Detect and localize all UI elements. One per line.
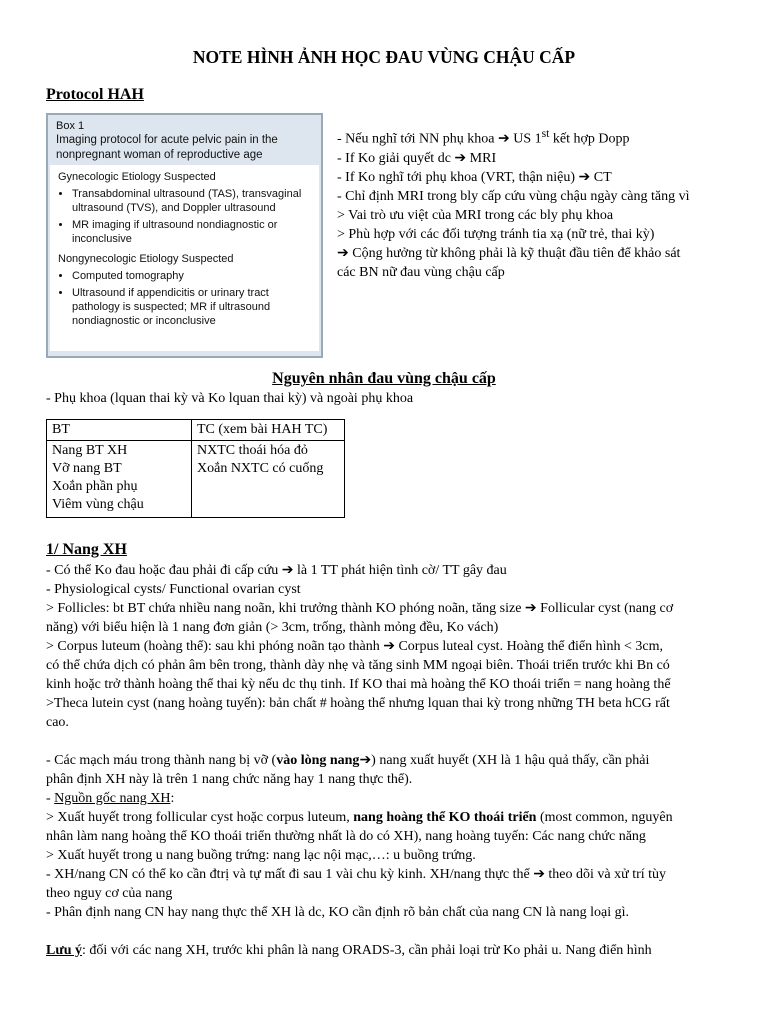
text-line: - Physiological cysts/ Functional ovarian cyst (46, 582, 301, 597)
list-item: • MR imaging if ultrasound nondiagnostic or inconclusive (72, 218, 313, 246)
box-list-nongyn (58, 269, 313, 328)
list-item: • Transabdominal ultrasound (TAS), transvaginal ultrasound (TVS), and Doppler ultrasound (72, 187, 313, 215)
arrow-icon: ➔ (281, 563, 294, 578)
table-row (47, 441, 345, 518)
document-title: NOTE HÌNH ẢNH HỌC ĐAU VÙNG CHẬU CẤP (192, 47, 576, 67)
text-line: - Nguồn gốc nang XH: (46, 791, 175, 806)
note-line: > Vai trò ưu việt của MRI trong các bly phụ khoa (337, 207, 614, 223)
note-line: - If Ko giải quyết dc ➔ MRI (337, 150, 497, 166)
text-line: - Các mạch máu trong thành nang bị vỡ (vào lòng nang➔) nang xuất huyết (XH là 1 hậu quả thấy, cần phải (46, 753, 650, 768)
arrow-icon: ➔ (533, 867, 545, 882)
note-line: - Nếu nghĩ tới NN phụ khoa ➔ US 1st kết hợp Dopp (337, 127, 630, 147)
text-line: kinh hoặc trở thành hoàng thể thai kỳ nếu dc thụ tinh. If KO thai mà hoàng thể KO thoái triển = nang hoàng thể (46, 677, 671, 692)
list-item: • Computed tomography (72, 269, 313, 283)
section-heading-nang-xh: 1/ Nang XH (46, 541, 127, 558)
box-header (48, 115, 321, 165)
section-body (46, 561, 726, 960)
arrow-icon: ➔ (359, 753, 372, 768)
note-line: > Phù hợp với các đối tượng tránh tia xạ (nữ trẻ, thai kỳ) (337, 226, 655, 242)
arrow-icon: ➔ (498, 131, 510, 147)
text-line: > Xuất huyết trong follicular cyst hoặc corpus luteum, nang hoàng thể KO thoái triển (most common, nguyên (46, 810, 673, 825)
box-body (50, 165, 319, 351)
text-line: - Phân định nang CN hay nang thực thể XH là dc, KO cần định rõ bản chất của nang CN là nang loại gì. (46, 905, 629, 920)
note-line: ➔ Cộng hưởng từ không phải là kỹ thuật đầu tiên để khảo sát (337, 245, 681, 261)
arrow-icon: ➔ (524, 601, 537, 616)
text-line: cao. (46, 715, 69, 730)
text-line: Lưu ý: đối với các nang XH, trước khi phân là nang ORADS-3, cần phải loại trừ Ko phải u. Nang điển hình (46, 943, 652, 958)
text-line: nhân làm nang hoàng thể KO thoái triển thường nhất là do có XH), nang hoàng tuyến: Các nang chức năng (46, 829, 646, 844)
table-header-bt: BT (47, 420, 192, 441)
table-cell-tc: NXTC thoái hóa đỏ Xoắn NXTC có cuống (192, 441, 345, 518)
text-line: - XH/nang CN có thể ko cần đtrị và tự mất đi sau 1 vài chu kỳ kinh. XH/nang thực thể ➔ theo dõi và xử trí tùy (46, 867, 667, 882)
protocol-notes (337, 124, 762, 282)
text-line: > Xuất huyết trong u nang buồng trứng: nang lạc nội mạc,…: u buồng trứng. (46, 848, 476, 863)
table-row (47, 420, 345, 441)
protocol-heading: Protocol HAH (46, 86, 144, 103)
text-line: - Có thể Ko đau hoặc đau phải đi cấp cứu ➔ là 1 TT phát hiện tình cờ/ TT gây đau (46, 563, 507, 578)
box-group-gyn: Gynecologic Etiology Suspected (58, 171, 216, 183)
note-line: - If Ko nghĩ tới phụ khoa (VRT, thận niệu) ➔ CT (337, 169, 612, 185)
arrow-icon: ➔ (383, 639, 395, 654)
text-line: >Theca lutein cyst (nang hoàng tuyến): bản chất # hoàng thể nhưng lquan thai kỳ trong những TH beta hCG rất (46, 696, 670, 711)
text-line: theo nguy cơ của nang (46, 886, 173, 901)
arrow-icon: ➔ (454, 150, 467, 166)
text-line: > Follicles: bt BT chứa nhiều nang noãn, khi trưởng thành KO phóng noãn, tăng size ➔ Follicular cyst (nang cơ (46, 601, 674, 616)
causes-heading: Nguyên nhân đau vùng chậu cấp (272, 370, 496, 387)
causes-line: - Phụ khoa (lquan thai kỳ và Ko lquan thai kỳ) và ngoài phụ khoa (46, 391, 414, 406)
text-line: phân định XH này là trên 1 nang chức năng hay 1 nang thực thể). (46, 772, 413, 787)
text-line: có thể chứa dịch có phản âm bên trong, thành dày nhẹ và tăng sinh MM ngoại biên. Thoái triển trước khi Bn có (46, 658, 670, 673)
causes-table (46, 419, 345, 518)
box-label: Box 1 (56, 120, 85, 132)
text-line: > Corpus luteum (hoàng thể): sau khi phóng noãn tạo thành ➔ Corpus luteal cyst. Hoàng thể điển hình < 3cm, (46, 639, 663, 654)
box-group-nongyn: Nongynecologic Etiology Suspected (58, 253, 234, 265)
box-title-1: Imaging protocol for acute pelvic pain in the (56, 134, 278, 146)
table-header-tc: TC (xem bài HAH TC) (192, 420, 345, 441)
arrow-icon: ➔ (578, 169, 591, 185)
arrow-icon: ➔ (337, 245, 349, 261)
text-line: năng) với biểu hiện là 1 nang đơn giản (> 3cm, trống, thành mỏng đều, Ko vách) (46, 620, 499, 635)
box-list-gyn (58, 187, 313, 246)
imaging-protocol-box (46, 113, 323, 358)
box-title-2: nonpregnant woman of reproductive age (56, 149, 263, 161)
note-line: các BN nữ đau vùng chậu cấp (337, 264, 505, 280)
note-line: - Chỉ định MRI trong bly cấp cứu vùng chậu ngày càng tăng vì (337, 188, 690, 204)
list-item: • Ultrasound if appendicitis or urinary tract pathology is suspected; MR if ultrasound nondiagnostic or inconclusive (72, 286, 313, 328)
table-cell-bt: Nang BT XH Vỡ nang BT Xoắn phần phụ Viêm vùng chậu (47, 441, 192, 518)
